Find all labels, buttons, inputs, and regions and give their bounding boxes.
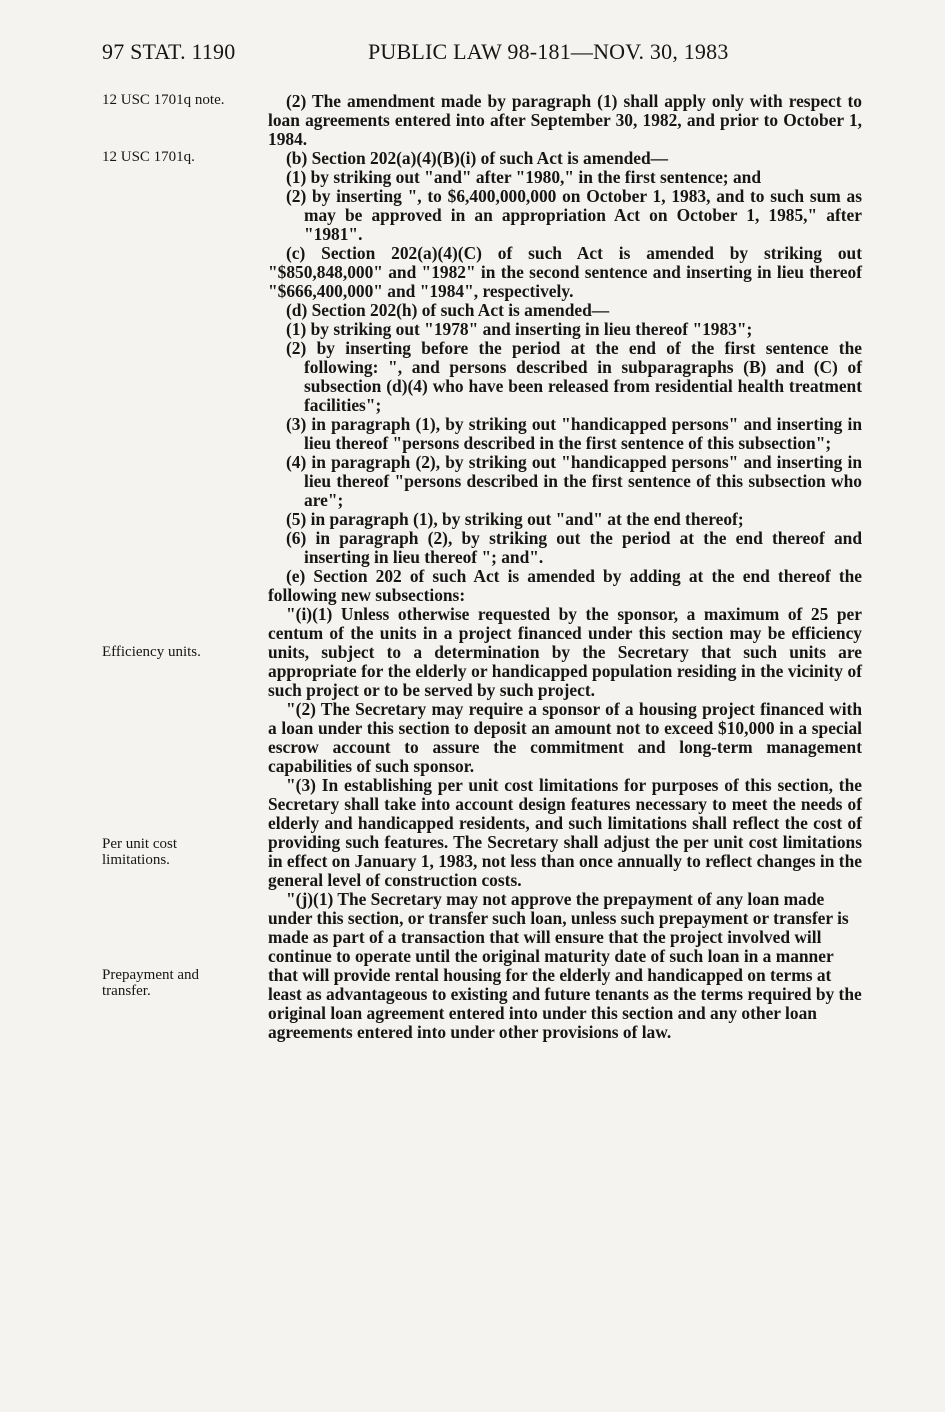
margin-note-prepayment-transfer: Prepayment and transfer. xyxy=(102,967,200,999)
paragraph-d2: (2) by inserting before the period at the end of the first sentence the following: ", and persons described in subparagraphs (B) and (C) of subsection (d)(4) who have been released from residential health treatment facilities"; xyxy=(286,338,862,415)
paragraph-a2: (2) The amendment made by paragraph (1) shall apply only with respect to loan agreements entered into after September 30, 1982, and prior to October 1, 1984. xyxy=(268,91,862,149)
paragraph-c: (c) Section 202(a)(4)(C) of such Act is amended by striking out "$850,848,000" and "1982" in the second sentence and inserting in lieu thereof "$666,400,000" and "1984", respectively. xyxy=(268,243,862,301)
paragraph-e: (e) Section 202 of such Act is amended by adding at the end thereof the following new subsections: xyxy=(268,566,862,605)
margin-note-usc: 12 USC 1701q. xyxy=(102,149,195,165)
subsection-i1: "(i)(1) Unless otherwise requested by the sponsor, a maximum of 25 per centum of the units in a project financed under this section may be efficiency units, subject to a determination by the Secretary that such units are appropriate for the elderly or handicapped population residing in the vicinity of such project or to be served by such project. xyxy=(268,604,862,700)
paragraph-d4: (4) in paragraph (2), by striking out "handicapped persons" and inserting in lieu thereof "persons described in the first sentence of this subsection who are"; xyxy=(286,452,862,510)
paragraph-d5: (5) in paragraph (1), by striking out "and" at the end thereof; xyxy=(286,509,744,529)
paragraph-d: (d) Section 202(h) of such Act is amended— xyxy=(286,300,610,320)
subsection-i2: "(2) The Secretary may require a sponsor of a housing project financed with a loan under this section to deposit an amount not to exceed $10,000 in a special escrow account to assure the commitment and long-term management capabilities of such sponsor. xyxy=(268,699,862,776)
margin-note-usc-note: 12 USC 1701q note. xyxy=(102,92,225,108)
margin-note-per-unit-cost: Per unit cost limitations. xyxy=(102,836,177,868)
paragraph-d1: (1) by striking out "1978" and inserting in lieu thereof "1983"; xyxy=(286,319,753,339)
paragraph-b: (b) Section 202(a)(4)(B)(i) of such Act is amended— xyxy=(286,148,669,168)
statute-page-number: 97 STAT. 1190 xyxy=(102,39,236,64)
subsection-j1: "(j)(1) The Secretary may not approve the prepayment of any loan made under this section, or transfer such loan, unless such prepayment or transfer is made as part of a transaction that will ensure that the project involved will continue to operate until the original maturity date of such loan in a manner that will provide rental housing for the elderly and handicapped on terms at least as advantageous to existing and future tenants as the terms required by the original loan agreement entered into under this section and any other loan agreements entered into under other provisions of law. xyxy=(268,889,862,1042)
paragraph-d3: (3) in paragraph (1), by striking out "handicapped persons" and inserting in lieu thereof "persons described in the first sentence of this subsection"; xyxy=(286,414,862,453)
paragraph-b1: (1) by striking out "and" after "1980," in the first sentence; and xyxy=(286,167,761,187)
paragraph-b2: (2) by inserting ", to $6,400,000,000 on October 1, 1983, and to such sum as may be approved in an appropriation Act on October 1, 1985," after "1981". xyxy=(286,186,862,244)
subsection-i3: "(3) In establishing per unit cost limitations for purposes of this section, the Secretary shall take into account design features necessary to meet the needs of elderly and handicapped residents, and such limitations shall reflect the cost of providing such features. The Secretary shall adjust the per unit cost limitations in effect on January 1, 1983, not less than once annually to reflect changes in the general level of construction costs. xyxy=(268,775,862,890)
page-header-title: PUBLIC LAW 98-181—NOV. 30, 1983 xyxy=(368,39,729,64)
statute-body xyxy=(268,92,862,1042)
margin-note-efficiency-units: Efficiency units. xyxy=(102,644,201,660)
paragraph-d6: (6) in paragraph (2), by striking out the period at the end thereof and inserting in lieu thereof "; and". xyxy=(286,528,862,567)
